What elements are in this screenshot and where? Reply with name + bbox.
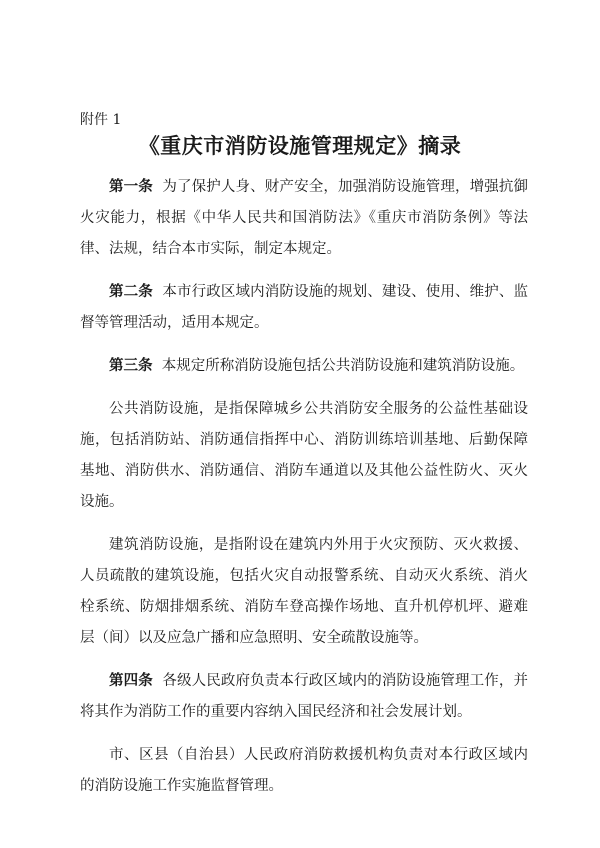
paragraph-text: 各级人民政府负责本行政区域内的消防设施管理工作，并将其作为消防工作的重要内容纳入国民经济和社会发展计划。 xyxy=(80,673,529,720)
paragraph-text: 为了保护人身、财产安全，加强消防设施管理，增强抗御火灾能力，根据《中华人民共和国消防法》《重庆市消防条例》等法律、法规，结合本市实际，制定本规定。 xyxy=(80,179,529,257)
article-number: 第二条 xyxy=(109,284,153,300)
paragraph-public-facilities xyxy=(80,394,528,518)
article-number: 第四条 xyxy=(109,673,153,689)
article-number: 第一条 xyxy=(109,179,153,195)
paragraph-article-3 xyxy=(80,351,528,382)
document-body xyxy=(80,172,528,814)
paragraph-article-4 xyxy=(80,666,528,728)
paragraph-text: 建筑消防设施，是指附设在建筑内外用于火灾预防、灭火救援、人员疏散的建筑设施，包括火灾自动报警系统、自动灭火系统、消火栓系统、防烟排烟系统、消防车登高操作场地、直升机停机坪、避难层（间）以及应急广播和应急照明、安全疏散设施等。 xyxy=(80,537,528,646)
article-number: 第三条 xyxy=(109,358,153,374)
paragraph-text: 本规定所称消防设施包括公共消防设施和建筑消防设施。 xyxy=(161,358,525,374)
paragraph-text: 本市行政区域内消防设施的规划、建设、使用、维护、监督等管理活动，适用本规定。 xyxy=(80,284,529,331)
paragraph-text: 公共消防设施，是指保障城乡公共消防安全服务的公益性基础设施，包括消防站、消防通信指挥中心、消防训练培训基地、后勤保障基地、消防供水、消防通信、消防车通道以及其他公益性防火、灭火设施。 xyxy=(80,401,528,510)
paragraph-text: 市、区县（自治县）人民政府消防救援机构负责对本行政区域内的消防设施工作实施监督管理。 xyxy=(80,747,528,794)
document-title: 《重庆市消防设施管理规定》摘录 xyxy=(138,134,462,158)
annex-label: 附件 1 xyxy=(80,112,122,128)
paragraph-building-facilities xyxy=(80,530,528,654)
paragraph-article-2 xyxy=(80,277,528,339)
paragraph-article-1 xyxy=(80,172,528,265)
paragraph-supervision xyxy=(80,740,528,802)
